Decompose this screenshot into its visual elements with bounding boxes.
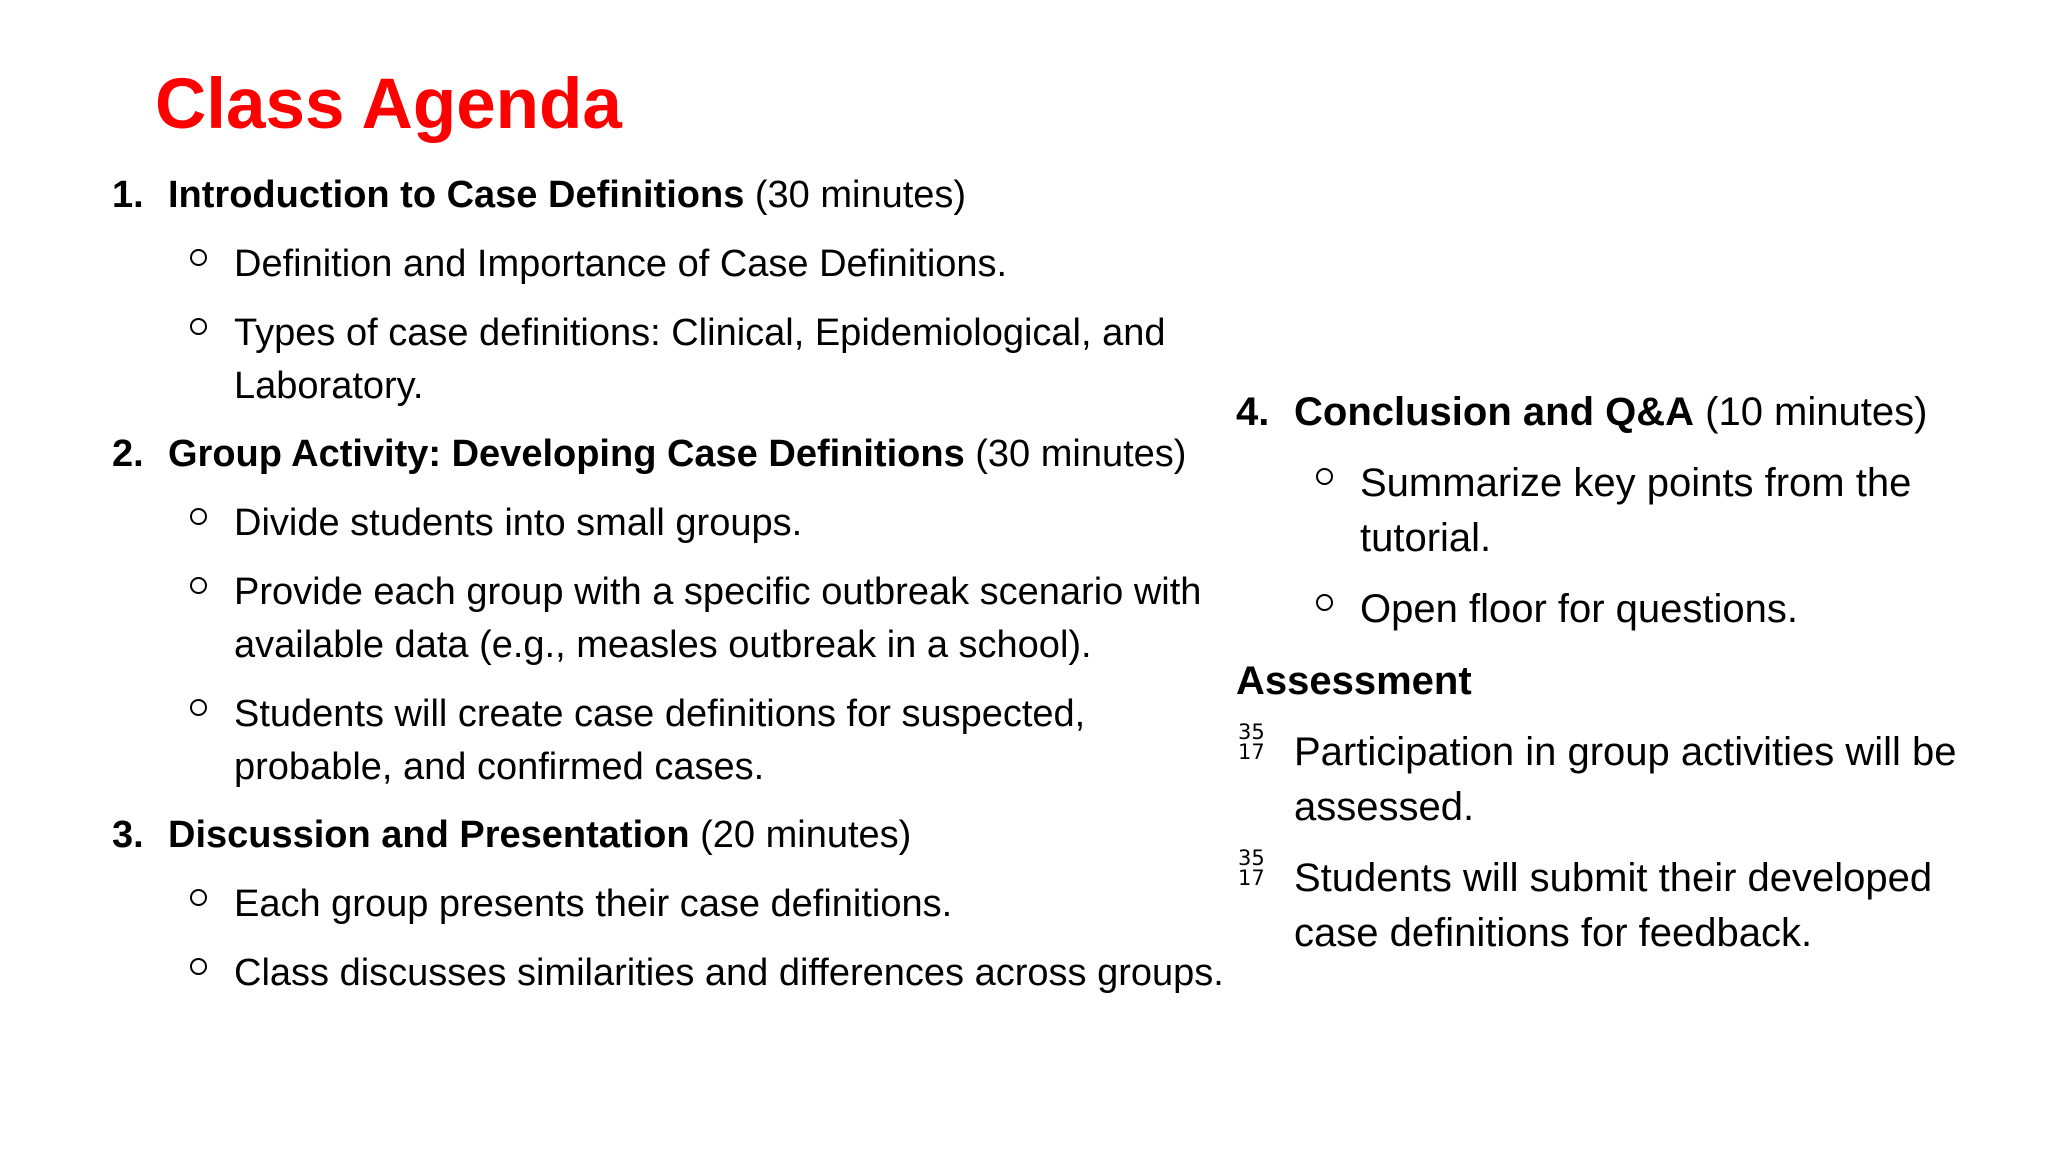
item-title: Conclusion and Q&A [1294,390,1694,434]
agenda-item [112,808,1212,862]
fraction-bottom: 17 [1238,866,1265,890]
item-duration: (30 minutes) [975,433,1187,475]
item-title: Group Activity: Developing Case Definitions [168,433,965,475]
sub-item [112,238,1234,291]
hollow-circle-bullet-icon [190,249,207,266]
item-duration: (20 minutes) [700,814,912,856]
sub-item [112,688,1234,794]
sub-item-text: Summarize key points from the tutorial. [1360,461,1912,560]
hollow-circle-bullet-icon [1316,468,1333,485]
sub-item-text: Provide each group with a specific outbreak scenario with available data (e.g., measles outbreak in a school). [234,571,1202,666]
sub-item-text: Class discusses similarities and differences across groups. [234,952,1224,994]
assessment-heading: Assessment [1236,659,1472,703]
agenda-item [112,168,1212,222]
agenda-item [112,427,1212,481]
assessment-item [1236,846,1954,961]
sub-item-text: Students will create case definitions for suspected, probable, and confirmed cases. [234,693,1086,788]
sub-item [112,307,1184,413]
hollow-circle-bullet-icon [1316,594,1333,611]
hollow-circle-bullet-icon [190,889,207,906]
hollow-circle-bullet-icon [190,318,207,335]
sub-item [112,497,1234,550]
assessment-text: Participation in group activities will be assessed. [1294,730,1957,829]
item-number: 1. [112,174,144,216]
fraction-top: 35 [1238,846,1265,870]
fraction-bullet-marker [1238,848,1265,888]
hollow-circle-bullet-icon [190,699,207,716]
sub-item-text: Each group presents their case definitions. [234,883,953,925]
sub-item [1236,456,1980,566]
sub-item-text: Definition and Importance of Case Definitions. [234,243,1008,285]
item-duration: (30 minutes) [754,174,967,216]
item-title: Discussion and Presentation [168,814,690,856]
fraction-bottom: 17 [1238,740,1265,764]
sub-item-text: Types of case definitions: Clinical, Epidemiological, and Laboratory. [234,312,1166,407]
sub-item [1236,582,2000,637]
sub-item-text: Divide students into small groups. [234,502,803,544]
agenda-left-column [112,168,1224,1000]
agenda-right-column [1236,384,2016,961]
item-number: 3. [112,814,144,856]
hollow-circle-bullet-icon [190,508,207,525]
slide-title: Class Agenda [155,65,622,144]
sub-item-text: Open floor for questions. [1360,587,1799,631]
agenda-item [1236,384,2016,440]
sub-item [112,566,1324,672]
sub-item [112,947,1324,1000]
sub-item [112,878,1234,931]
item-number: 4. [1236,390,1270,434]
assessment-text: Students will submit their developed case definitions for feedback. [1294,856,1933,955]
hollow-circle-bullet-icon [190,958,207,975]
fraction-bullet-marker [1238,722,1265,762]
item-duration: (10 minutes) [1705,390,1928,434]
fraction-top: 35 [1238,720,1265,744]
hollow-circle-bullet-icon [190,577,207,594]
item-title: Introduction to Case Definitions [168,174,745,216]
assessment-item [1236,720,1974,835]
item-number: 2. [112,433,144,475]
